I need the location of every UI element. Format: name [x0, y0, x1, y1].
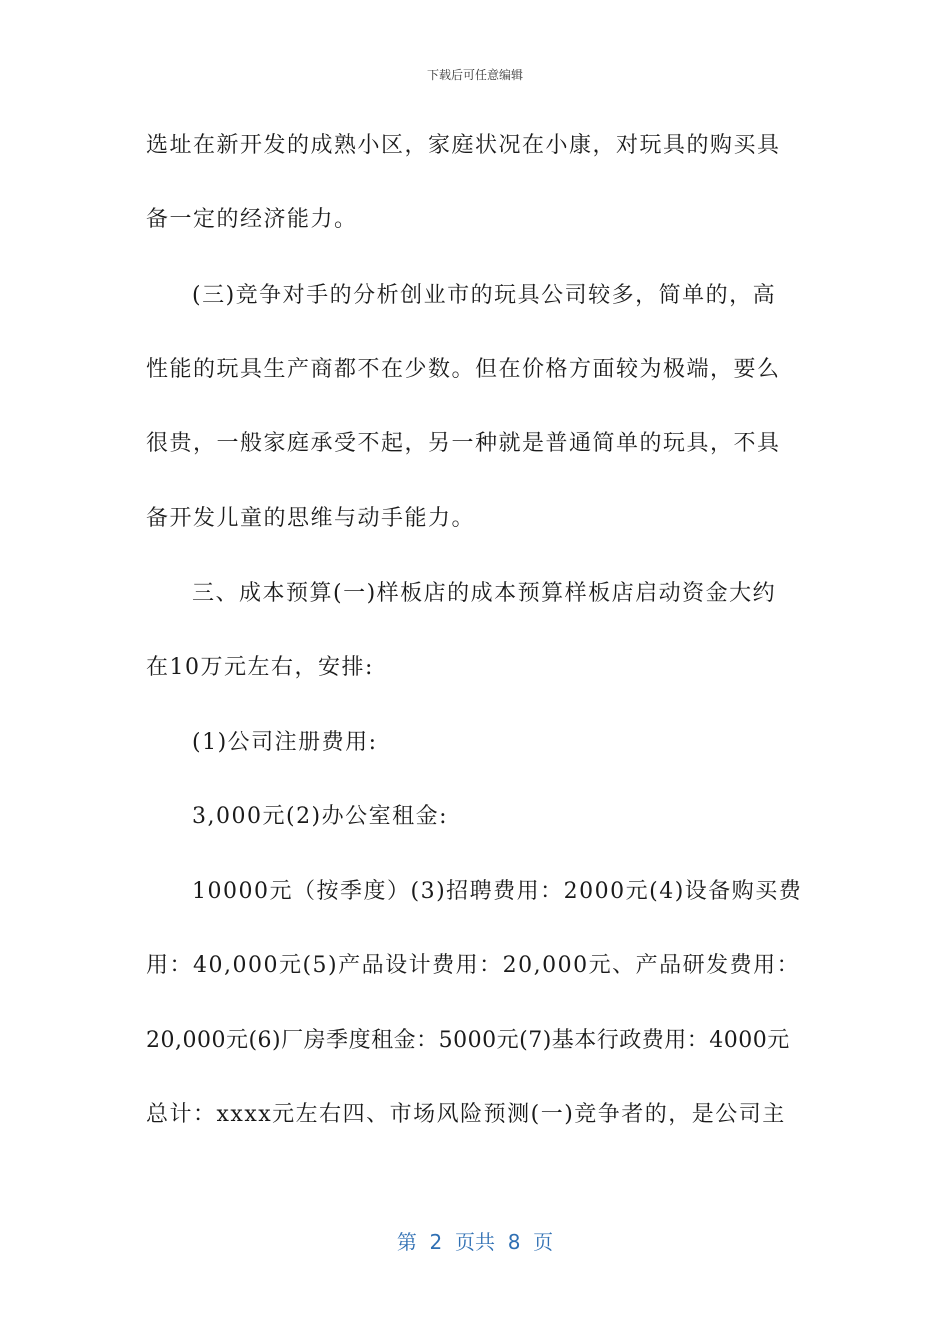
paragraph-line: 性能的玩具生产商都不在少数。但在价格方面较为极端，要么	[146, 357, 781, 382]
paragraph-line: 在10万元左右，安排:	[146, 655, 374, 680]
paragraph-line: 3,000元(2)办公室租金:	[192, 804, 449, 829]
paragraph-line: 三、成本预算(一)样板店的成本预算样板店启动资金大约	[192, 581, 777, 606]
paragraph-line: (1)公司注册费用:	[192, 730, 378, 755]
page-number: 第 2 页共 8 页	[396, 1230, 554, 1254]
paragraph-line: 很贵，一般家庭承受不起，另一种就是普通简单的玩具，不具	[146, 431, 781, 456]
paragraph-line: 10000元（按季度）(3)招聘费用：2000元(4)设备购买费	[192, 879, 803, 904]
paragraph-line: 选址在新开发的成熟小区，家庭状况在小康，对玩具的购买具	[146, 133, 781, 158]
paragraph-line: 备开发儿童的思维与动手能力。	[146, 506, 476, 531]
paragraph-line: 总计：xxxx元左右四、市场风险预测(一)竞争者的，是公司主	[146, 1102, 786, 1127]
header-note: 下载后可任意编辑	[426, 68, 523, 82]
paragraph-line: 20,000元(6)厂房季度租金：5000元(7)基本行政费用：4000元	[146, 1028, 790, 1053]
paragraph-line: (三)竞争对手的分析创业市的玩具公司较多，简单的，高	[192, 283, 777, 308]
paragraph-line: 备一定的经济能力。	[146, 207, 358, 232]
paragraph-line: 用：40,000元(5)产品设计费用：20,000元、产品研发费用：	[146, 953, 801, 978]
